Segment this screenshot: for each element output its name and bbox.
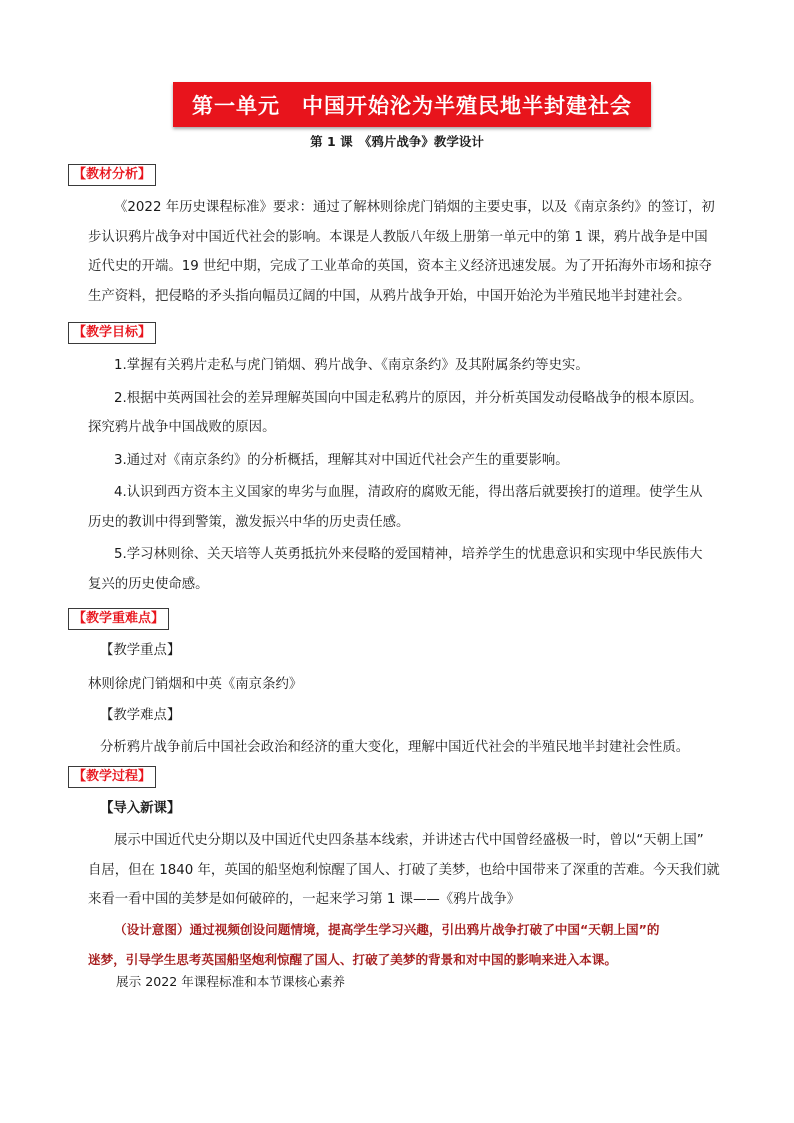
intro-paragraph: [88, 826, 724, 915]
difficulty-heading: 【教学难点】: [100, 708, 181, 723]
lesson-title: 第 1 课 《鸦片战争》教学设计: [310, 134, 484, 149]
design-intent-note: [88, 915, 728, 975]
material-line: 步认识鸦片战争对中国近代社会的影响。本课是人教版八年级上册第一单元中的第 1 课，鸦片战争是中国: [88, 229, 708, 245]
goal-item: 历史的教训中得到警策，激发振兴中华的历史责任感。: [88, 514, 410, 530]
intro-line: 自居，但在 1840 年，英国的船坚炮利惊醒了国人、打破了美梦，也给中国带来了深重的苦难。今天我们就: [88, 862, 720, 878]
section-tag-process: 【教学过程】: [68, 766, 156, 788]
design-line: 迷梦，引导学生思考英国船坚炮利惊醒了国人、打破了美梦的背景和对中国的影响来进入本课。: [88, 952, 617, 967]
intro-heading: 【导入新课】: [100, 801, 181, 816]
goal-item: 探究鸦片战争中国战败的原因。: [88, 420, 276, 435]
section-tag-material: 【教材分析】: [68, 164, 156, 186]
focus-text: 林则徐虎门销烟和中英《南京条约》: [88, 677, 303, 692]
goal-item: 5.学习林则徐、关天培等人英勇抵抗外来侵略的爱国精神，培养学生的忧患意识和实现中华民族伟大: [114, 547, 703, 562]
section-tag-key-points: 【教学重难点】: [68, 608, 169, 630]
design-line: （设计意图）通过视频创设问题情境，提高学生学习兴趣，引出鸦片战争打破了中国“天朝上国”的: [114, 922, 660, 937]
intro-line: 展示中国近代史分期以及中国近代史四条基本线索，并讲述古代中国曾经盛极一时，曾以“天朝上国”: [114, 833, 704, 848]
material-analysis: [88, 193, 724, 311]
goal-item: 3.通过对《南京条约》的分析概括，理解其对中国近代社会产生的重要影响。: [114, 452, 569, 468]
unit-title: 第一单元 中国开始沦为半殖民地半封建社会: [192, 93, 632, 118]
goal-item: 2.根据中英两国社会的差异理解英国向中国走私鸦片的原因，并分析英国发动侵略战争的根本原因。: [114, 390, 703, 406]
goal-item: 1.掌握有关鸦片走私与虎门销烟、鸦片战争、《南京条约》及其附属条约等史实。: [114, 358, 589, 373]
focus-heading: 【教学重点】: [100, 643, 181, 658]
material-line: 近代史的开端。19 世纪中期，完成了工业革命的英国，资本主义经济迅速发展。为了开拓海外市场和掠夺: [88, 259, 712, 274]
teaching-goals: [88, 351, 724, 599]
goal-item: 4.认识到西方资本主义国家的卑劣与血腥，清政府的腐败无能，得出落后就要挨打的道理。使学生从: [114, 485, 703, 500]
curriculum-standard-line: 展示 2022 年课程标准和本节课核心素养: [116, 974, 345, 989]
material-line: 《2022 年历史课程标准》要求：通过了解林则徐虎门销烟的主要史事，以及《南京条约》的签订，初: [114, 200, 715, 215]
section-tag-goals: 【教学目标】: [68, 322, 156, 344]
goal-item: 复兴的历史使命感。: [88, 576, 209, 592]
unit-banner: [173, 82, 651, 127]
difficulty-text: 分析鸦片战争前后中国社会政治和经济的重大变化，理解中国近代社会的半殖民地半封建社会性质。: [100, 740, 690, 755]
material-line: 生产资料，把侵略的矛头指向幅员辽阔的中国，从鸦片战争开始，中国开始沦为半殖民地半封建社会。: [88, 288, 691, 304]
intro-line: 来看一看中国的美梦是如何破碎的，一起来学习第 1 课——《鸦片战争》: [88, 892, 521, 907]
